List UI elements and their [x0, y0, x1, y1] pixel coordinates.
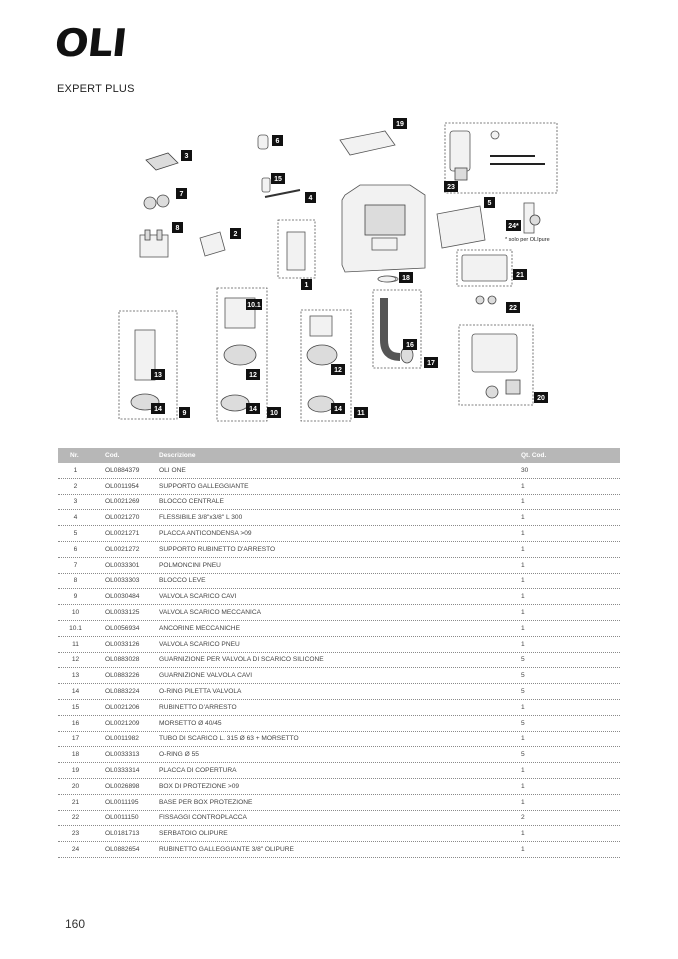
cell-desc: OLI ONE [159, 466, 186, 474]
part-24-float-valve [524, 203, 540, 233]
cell-qt: 5 [521, 672, 525, 680]
part-6 [258, 135, 268, 149]
cell-cod: OL0011982 [105, 735, 139, 743]
svg-text:7: 7 [179, 191, 184, 198]
svg-text:20: 20 [537, 395, 545, 402]
cell-nr: 14 [71, 688, 80, 696]
table-row [58, 653, 620, 669]
cell-cod: OL0033125 [105, 609, 140, 617]
cell-nr: 5 [73, 530, 78, 538]
part-3-central-block [146, 153, 178, 170]
svg-text:14: 14 [154, 406, 162, 413]
part-20-protection-box [459, 325, 533, 405]
cell-desc: GUARNIZIONE PER VALVOLA DI SCARICO SILICONE [159, 656, 324, 664]
label-9 [179, 407, 190, 418]
label-15 [271, 173, 285, 184]
cell-qt: 1 [521, 640, 525, 648]
brand-logo: OLI [52, 21, 129, 65]
cell-qt: 5 [521, 719, 525, 727]
label-12a [331, 364, 345, 375]
table-header [58, 448, 620, 463]
svg-text:12: 12 [249, 372, 257, 379]
cell-nr: 24 [71, 846, 80, 854]
svg-text:9: 9 [182, 410, 187, 417]
cell-nr: 17 [71, 735, 80, 743]
cell-desc: FISSAGGI CONTROPLACCA [159, 814, 247, 822]
cell-nr: 6 [73, 545, 78, 553]
cell-qt: 1 [521, 703, 525, 711]
cell-cod: OL0021269 [105, 498, 140, 506]
part-19-cover-plate [340, 131, 395, 155]
cell-desc: RUBINETTO GALLEGGIANTE 3/8" OLIPURE [159, 846, 294, 854]
cell-nr: 13 [71, 672, 80, 680]
cell-cod: OL0883226 [105, 672, 140, 680]
table-row [58, 542, 620, 558]
page-subtitle: EXPERT PLUS [57, 83, 135, 95]
cell-cod: OL0026898 [105, 782, 140, 790]
table-row [58, 637, 620, 653]
svg-text:11: 11 [357, 410, 365, 417]
part-1-oli-one [278, 220, 315, 278]
cell-nr: 2 [73, 482, 78, 490]
label-23 [444, 181, 458, 192]
cell-desc: VALVOLA SCARICO MECCANICA [159, 609, 261, 617]
cell-cod: OL0883224 [105, 688, 140, 696]
part-21-box-base [457, 250, 512, 286]
olipure-note: * solo per OLIpure [505, 237, 550, 243]
cell-nr: 1 [73, 466, 78, 474]
cell-cod: OL0033303 [105, 577, 140, 585]
cell-cod: OL0181713 [105, 830, 140, 838]
cell-cod: OL0056934 [105, 624, 140, 632]
label-11 [354, 407, 368, 418]
cell-desc: PLACCA DI COPERTURA [159, 767, 237, 775]
svg-text:14: 14 [249, 406, 257, 413]
cell-nr: 10.1 [69, 624, 82, 632]
part-8-lever-block [140, 230, 168, 257]
cell-nr: 10 [71, 609, 80, 617]
part-15-tap [262, 178, 270, 192]
table-row [58, 463, 620, 479]
label-21 [513, 269, 527, 280]
cell-nr: 9 [73, 593, 78, 601]
svg-text:17: 17 [427, 360, 435, 367]
svg-text:6: 6 [275, 138, 280, 145]
cell-qt: 1 [521, 609, 525, 617]
cell-nr: 16 [71, 719, 80, 727]
part-23-olipure-tank [445, 123, 557, 193]
cell-cod: OL0033313 [105, 751, 140, 759]
part-2-float-support [200, 232, 225, 256]
cell-desc: PLACCA ANTICONDENSA >09 [159, 530, 252, 538]
label-16 [403, 339, 417, 350]
cell-desc: BASE PER BOX PROTEZIONE [159, 798, 253, 806]
svg-text:12: 12 [334, 367, 342, 374]
cell-desc: SUPPORTO RUBINETTO D'ARRESTO [159, 545, 276, 553]
label-10 [267, 407, 281, 418]
svg-text:14: 14 [334, 406, 342, 413]
table-row [58, 795, 620, 811]
cell-desc: ANCORINE MECCANICHE [159, 624, 240, 632]
header-qt: Qt. Cod. [521, 452, 547, 459]
svg-text:10: 10 [270, 410, 278, 417]
table-row [58, 510, 620, 526]
cell-qt: 1 [521, 561, 525, 569]
svg-text:15: 15 [274, 176, 282, 183]
cell-cod: OL0021271 [105, 530, 140, 538]
part-22-fixings [476, 296, 496, 304]
cell-qt: 1 [521, 735, 525, 743]
label-14a [151, 403, 165, 414]
table-row [58, 684, 620, 700]
label-1 [301, 279, 312, 290]
cell-qt: 1 [521, 498, 525, 506]
label-19 [393, 118, 407, 129]
cell-desc: BLOCCO CENTRALE [159, 498, 224, 506]
table-row [58, 842, 620, 858]
label-6 [272, 135, 283, 146]
cell-qt: 1 [521, 830, 525, 838]
cell-cod: OL0011954 [105, 482, 139, 490]
cell-nr: 20 [71, 782, 80, 790]
cell-qt: 1 [521, 593, 525, 601]
table-row [58, 811, 620, 827]
svg-text:19: 19 [396, 121, 404, 128]
label-5 [484, 197, 495, 208]
part-5-anticondensation-plate [437, 206, 485, 248]
table-row [58, 826, 620, 842]
exploded-parts-diagram [0, 110, 678, 430]
table-row [58, 763, 620, 779]
svg-text:16: 16 [406, 342, 414, 349]
table-row [58, 526, 620, 542]
cell-desc: VALVOLA SCARICO CAVI [159, 593, 237, 601]
table-row [58, 605, 620, 621]
cell-cod: OL0021209 [105, 719, 140, 727]
table-row [58, 558, 620, 574]
cell-nr: 8 [73, 577, 78, 585]
label-7 [176, 188, 187, 199]
svg-text:8: 8 [175, 225, 180, 232]
cell-qt: 1 [521, 482, 525, 490]
cell-qt: 1 [521, 846, 525, 854]
cistern-body [342, 185, 425, 282]
svg-text:1: 1 [304, 282, 309, 289]
cell-qt: 1 [521, 577, 525, 585]
cell-cod: OL0021206 [105, 703, 140, 711]
cell-qt: 1 [521, 767, 525, 775]
svg-text:2: 2 [233, 231, 238, 238]
cell-cod: OL0884379 [105, 466, 140, 474]
header-cod: Cod. [105, 452, 120, 459]
cell-qt: 5 [521, 688, 525, 696]
cell-cod: OL0021272 [105, 545, 140, 553]
label-10-1 [246, 299, 262, 310]
label-18 [399, 272, 413, 283]
diagram-svg [0, 110, 678, 430]
svg-text:22: 22 [509, 305, 517, 312]
svg-text:5: 5 [487, 200, 492, 207]
cell-nr: 23 [71, 830, 80, 838]
table-row [58, 589, 620, 605]
cell-nr: 21 [71, 798, 80, 806]
cell-nr: 11 [72, 640, 79, 648]
parts-table [58, 448, 620, 858]
cell-desc: TUBO DI SCARICO L. 315 Ø 63 + MORSETTO [159, 735, 299, 743]
cell-nr: 15 [71, 703, 80, 711]
cell-cod: OL0033126 [105, 640, 140, 648]
label-8 [172, 222, 183, 233]
cell-qt: 1 [521, 798, 525, 806]
cell-qt: 5 [521, 751, 525, 759]
cell-desc: O-RING PILETTA VALVOLA [159, 688, 242, 696]
svg-text:21: 21 [516, 272, 524, 279]
cell-qt: 5 [521, 656, 525, 664]
label-22 [506, 302, 520, 313]
cell-desc: MORSETTO Ø 40/45 [159, 719, 222, 727]
label-17 [424, 357, 438, 368]
page-number: 160 [65, 917, 86, 931]
label-12b [246, 369, 260, 380]
cell-qt: 1 [521, 624, 525, 632]
table-row [58, 779, 620, 795]
part-7-bellows [144, 195, 169, 209]
table-row [58, 716, 620, 732]
table-row [58, 747, 620, 763]
cell-cod: OL0011150 [105, 814, 139, 822]
cell-desc: FLESSIBILE 3/8"x3/8" L 300 [159, 514, 243, 522]
label-14b [246, 403, 260, 414]
header-desc: Descrizione [159, 452, 196, 459]
table-row [58, 574, 620, 590]
label-3 [181, 150, 192, 161]
cell-nr: 3 [73, 498, 78, 506]
cell-desc: RUBINETTO D'ARRESTO [159, 703, 237, 711]
cell-nr: 7 [73, 561, 78, 569]
cell-qt: 1 [521, 545, 525, 553]
svg-text:24*: 24* [508, 223, 519, 230]
cell-nr: 4 [73, 514, 78, 522]
cell-qt: 1 [521, 782, 525, 790]
cell-desc: SUPPORTO GALLEGGIANTE [159, 482, 249, 490]
header-nr: Nr. [70, 452, 79, 459]
cell-cod: OL0030484 [105, 593, 140, 601]
cell-desc: O-RING Ø 55 [159, 751, 199, 759]
cell-desc: GUARNIZIONE VALVOLA CAVI [159, 672, 253, 680]
cell-qt: 1 [521, 514, 525, 522]
label-2 [230, 228, 241, 239]
table-row [58, 479, 620, 495]
cell-desc: BOX DI PROTEZIONE >09 [159, 782, 240, 790]
svg-text:4: 4 [308, 195, 313, 202]
label-4 [305, 192, 316, 203]
label-14c [331, 403, 345, 414]
table-row [58, 700, 620, 716]
svg-text:10.1: 10.1 [247, 302, 261, 309]
svg-text:18: 18 [402, 275, 410, 282]
cell-nr: 19 [71, 767, 80, 775]
cell-nr: 12 [71, 656, 80, 664]
cell-cod: OL0021270 [105, 514, 140, 522]
part-18-oring [378, 276, 396, 282]
label-13 [151, 369, 165, 380]
svg-text:13: 13 [154, 372, 162, 379]
cell-nr: 22 [71, 814, 80, 822]
part-17-drain-pipe [373, 290, 421, 368]
cell-desc: VALVOLA SCARICO PNEU [159, 640, 240, 648]
table-row [58, 668, 620, 684]
label-24 [506, 220, 521, 231]
cell-cod: OL0883028 [105, 656, 140, 664]
table-row [58, 495, 620, 511]
cell-nr: 18 [71, 751, 80, 759]
cell-cod: OL0033301 [105, 561, 140, 569]
table-body [58, 463, 620, 858]
cell-qt: 2 [521, 814, 525, 822]
cell-cod: OL0333314 [105, 767, 140, 775]
cell-qt: 1 [521, 530, 525, 538]
cell-cod: OL0882654 [105, 846, 140, 854]
table-row [58, 732, 620, 748]
label-20 [534, 392, 548, 403]
cell-desc: BLOCCO LEVE [159, 577, 206, 585]
table-row [58, 621, 620, 637]
cell-desc: POLMONCINI PNEU [159, 561, 221, 569]
cell-desc: SERBATOIO OLIPURE [159, 830, 228, 838]
svg-text:3: 3 [184, 153, 189, 160]
svg-text:23: 23 [447, 184, 455, 191]
cell-cod: OL0011195 [105, 798, 139, 806]
cell-qt: 30 [521, 466, 529, 474]
part-9-cable-valve [119, 311, 177, 419]
